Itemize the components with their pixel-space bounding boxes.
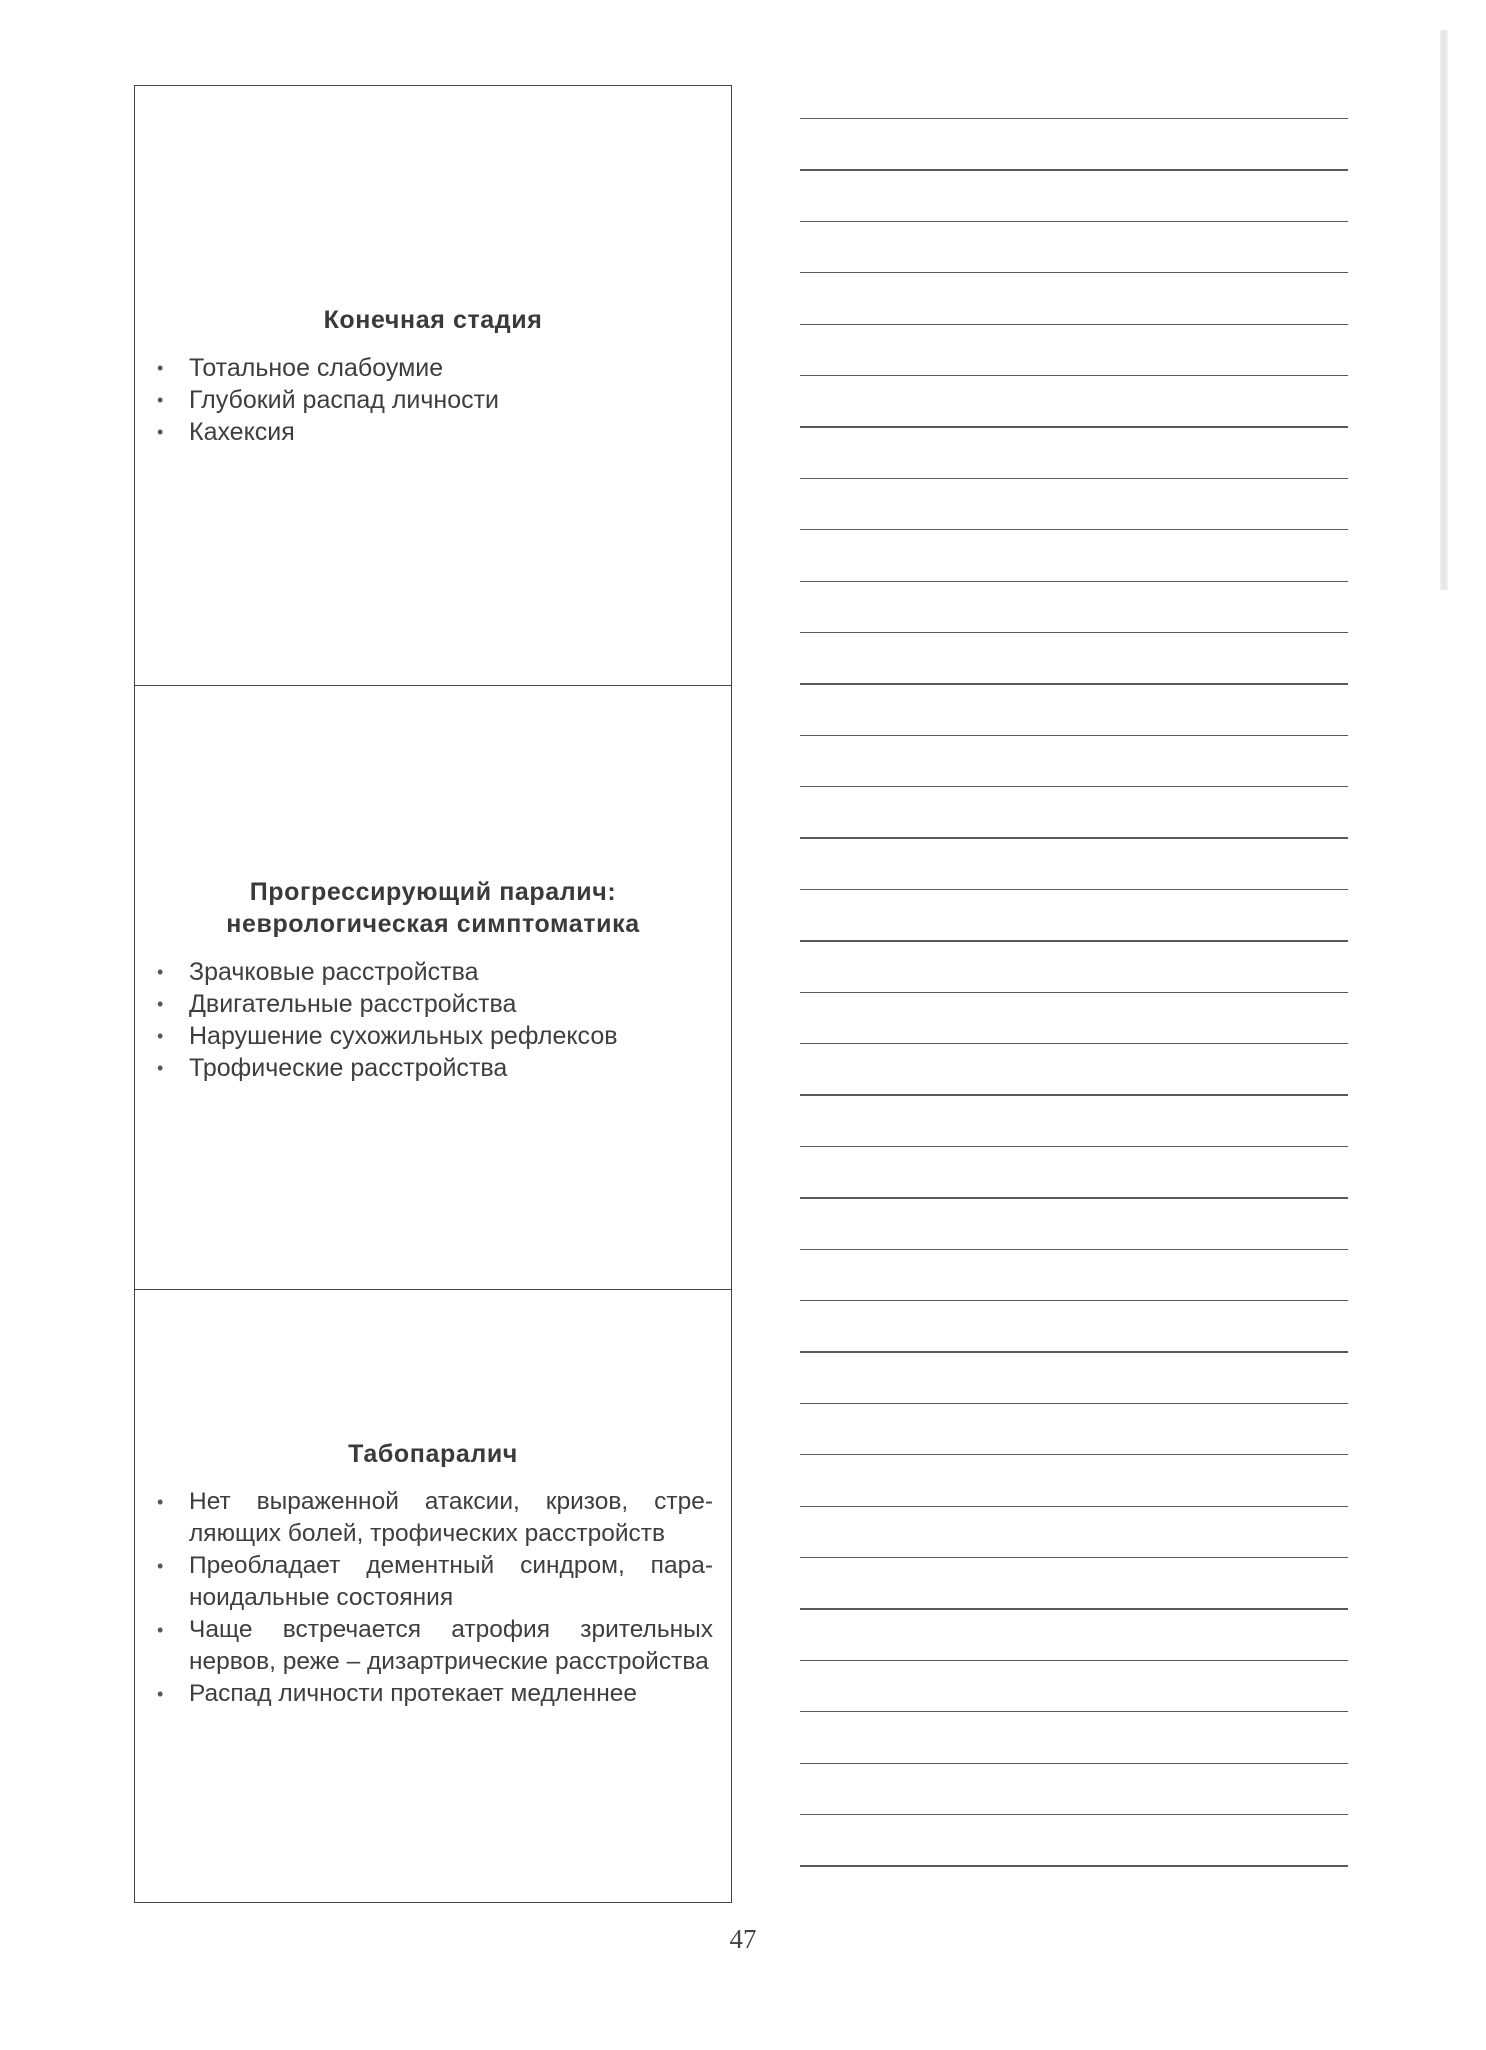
note-line bbox=[800, 889, 1348, 890]
list-item: • Глубокий распад личности bbox=[157, 386, 500, 414]
note-line bbox=[800, 735, 1348, 736]
slide-final-stage bbox=[135, 86, 731, 686]
note-line bbox=[800, 324, 1348, 325]
note-line bbox=[800, 837, 1348, 838]
note-line bbox=[800, 1094, 1348, 1095]
slide-neurological-symptoms bbox=[135, 686, 731, 1290]
note-lines-area bbox=[800, 118, 1348, 1917]
note-line bbox=[800, 1249, 1348, 1250]
list-item: • Нет выраженной атаксии, кризов, стреляющих болей, трофических расстройств bbox=[157, 1488, 713, 1547]
note-line bbox=[800, 1814, 1348, 1815]
bullet-icon: • bbox=[157, 1556, 164, 1576]
note-line bbox=[800, 786, 1348, 787]
note-line bbox=[800, 1300, 1348, 1301]
bullet-icon: • bbox=[157, 1492, 164, 1512]
note-line bbox=[800, 581, 1348, 582]
note-line bbox=[800, 1557, 1348, 1558]
note-line bbox=[800, 1711, 1348, 1712]
note-line bbox=[800, 1660, 1348, 1661]
slide-handout-column bbox=[134, 85, 732, 1903]
bullet-list bbox=[153, 352, 713, 448]
note-line bbox=[800, 1763, 1348, 1764]
list-item: • Преобладает дементный синдром, параноидальные состояния bbox=[157, 1552, 713, 1611]
bullet-icon: • bbox=[157, 1058, 164, 1078]
note-line bbox=[800, 272, 1348, 273]
bullet-icon: • bbox=[157, 1684, 164, 1704]
list-item: • Кахексия bbox=[157, 418, 295, 446]
note-line bbox=[800, 529, 1348, 530]
note-line bbox=[800, 1608, 1348, 1609]
note-line bbox=[800, 1506, 1348, 1507]
note-line bbox=[800, 169, 1348, 170]
note-line bbox=[800, 683, 1348, 684]
bullet-list bbox=[153, 1486, 713, 1710]
note-line bbox=[800, 1454, 1348, 1455]
page-edge-shadow bbox=[1440, 30, 1448, 590]
note-line bbox=[800, 1865, 1348, 1866]
slide-title: Конечная стадия bbox=[323, 306, 543, 334]
note-line bbox=[800, 992, 1348, 993]
list-item: • Чаще встречается атрофия зрительных нервов, реже – дизартрические расстройства bbox=[157, 1616, 713, 1675]
slide-taboparalysis bbox=[135, 1290, 731, 1902]
note-line bbox=[800, 478, 1348, 479]
bullet-icon: • bbox=[157, 422, 164, 442]
page-number: 47 bbox=[729, 1924, 757, 1954]
note-line bbox=[800, 632, 1348, 633]
list-item: • Нарушение сухожильных рефлексов bbox=[157, 1022, 618, 1050]
note-line bbox=[800, 1197, 1348, 1198]
bullet-icon: • bbox=[157, 962, 164, 982]
bullet-icon: • bbox=[157, 390, 164, 410]
list-item: • Тотальное слабоумие bbox=[157, 354, 444, 382]
note-line bbox=[800, 940, 1348, 941]
note-line bbox=[800, 375, 1348, 376]
list-item: • Распад личности протекает медленнее bbox=[153, 1678, 713, 1710]
note-line bbox=[800, 221, 1348, 222]
note-line bbox=[800, 1351, 1348, 1352]
note-line bbox=[800, 1403, 1348, 1404]
bullet-list bbox=[153, 956, 713, 1084]
list-item: • Трофические расстройства bbox=[157, 1054, 508, 1082]
slide-title: Табопаралич bbox=[348, 1440, 518, 1468]
note-line bbox=[800, 426, 1348, 427]
list-item: • Двигательные расстройства bbox=[157, 990, 517, 1018]
list-item: • Зрачковые расстройства bbox=[157, 958, 479, 986]
note-line bbox=[800, 118, 1348, 119]
note-line bbox=[800, 1043, 1348, 1044]
bullet-icon: • bbox=[157, 1026, 164, 1046]
bullet-icon: • bbox=[157, 1620, 164, 1640]
bullet-icon: • bbox=[157, 994, 164, 1014]
slide-title: Прогрессирующий паралич: неврологическая симптоматика bbox=[226, 878, 640, 938]
note-line bbox=[800, 1146, 1348, 1147]
bullet-icon: • bbox=[157, 358, 164, 378]
